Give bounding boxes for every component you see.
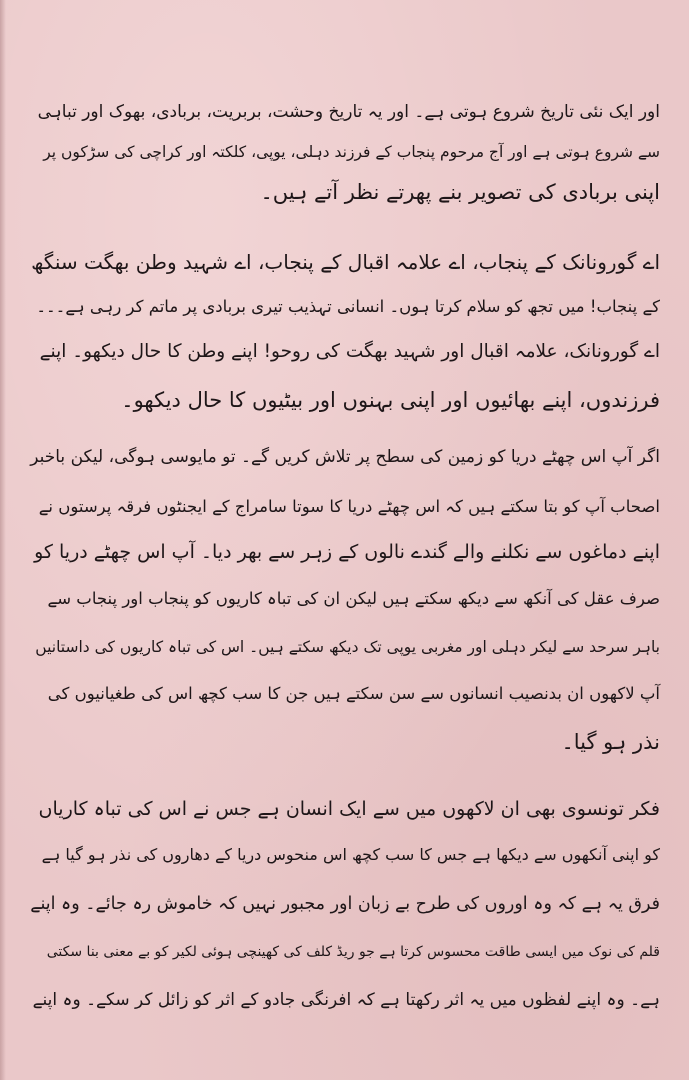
text-line-2: سے شروع ہوتی ہے اور آج مرحوم پنجاب کے فرزند دہلی، یوپی، کلکتہ اور کراچی کی سڑکوں پر <box>43 143 660 161</box>
text-line-15: فکر تونسوی بھی ان لاکھوں میں سے ایک انسان ہے جس نے اس کی تباہ کاریاں <box>38 798 660 820</box>
text-line-19: ہے۔ وہ اپنے لفظوں میں یہ اثر رکھتا ہے کہ افرنگی جادو کے اثر کو زائل کر سکے۔ وہ اپنے <box>32 990 660 1010</box>
text-line-8: اگر آپ اس چھٹے دریا کو زمین کی سطح پر تلاش کریں گے۔ تو مایوسی ہوگی، لیکن باخبر <box>30 447 660 467</box>
text-line-10: اپنے دماغوں سے نکلنے والے گندے نالوں کے زہر سے بھر دیا۔ آپ اس چھٹے دریا کو <box>34 541 660 563</box>
page-edge-shadow <box>0 0 6 1080</box>
text-line-16: کو اپنی آنکھوں سے دیکھا ہے جس کا سب کچھ اس منحوس دریا کے دھاروں کی نذر ہو گیا ہے <box>41 845 660 864</box>
text-line-13: آپ لاکھوں ان بدنصیب انسانوں سے سن سکتے ہیں جن کا سب کچھ اس کی طغیانیوں کی <box>47 684 660 703</box>
text-line-5: کے پنجاب! میں تجھ کو سلام کرتا ہوں۔ انسانی تہذیب تیری بربادی پر ماتم کر رہی ہے۔۔۔ <box>36 297 660 316</box>
text-line-4: اے گورونانک کے پنجاب، اے علامہ اقبال کے پنجاب، اے شہید وطن بھگت سنگھ <box>31 250 660 274</box>
urdu-text-body <box>30 92 660 1042</box>
text-line-17: فرق یہ ہے کہ وہ اوروں کی طرح بے زبان اور مجبور نہیں کہ خاموش رہ جائے۔ وہ اپنے <box>30 894 660 914</box>
text-line-14: نذر ہو گیا۔ <box>561 730 660 754</box>
text-line-11: صرف عقل کی آنکھ سے دیکھ سکتے ہیں لیکن ان کی تباہ کاریوں کو پنجاب اور پنجاب سے <box>47 589 660 608</box>
text-line-12: باہر سرحد سے لیکر دہلی اور مغربی یوپی تک دیکھ سکتے ہیں۔ اس کی تباہ کاریوں کی داستانیں <box>35 638 660 656</box>
text-line-1: اور ایک نئی تاریخ شروع ہوتی ہے۔ اور یہ تاریخ وحشت، بربریت، بربادی، بھوک اور تباہی <box>37 102 660 122</box>
text-line-9: اصحاب آپ کو بتا سکتے ہیں کہ اس چھٹے دریا کا سوتا سامراج کے ایجنٹوں فرقہ پرستوں نے <box>38 497 660 516</box>
text-line-7: فرزندوں، اپنے بھائیوں اور اپنی بہنوں اور بیٹیوں کا حال دیکھو۔ <box>121 388 660 412</box>
text-line-6: اے گورونانک، علامہ اقبال اور شہید بھگت کی روحو! اپنے وطن کا حال دیکھو۔ اپنے <box>39 341 660 362</box>
text-line-3: اپنی بربادی کی تصویر بنے پھرتے نظر آتے ہیں۔ <box>260 180 660 204</box>
text-line-18: قلم کی نوک میں ایسی طاقت محسوس کرتا ہے جو ریڈ کلف کی کھینچی ہوئی لکیر کو بے معنی بنا سکتی <box>46 944 660 960</box>
